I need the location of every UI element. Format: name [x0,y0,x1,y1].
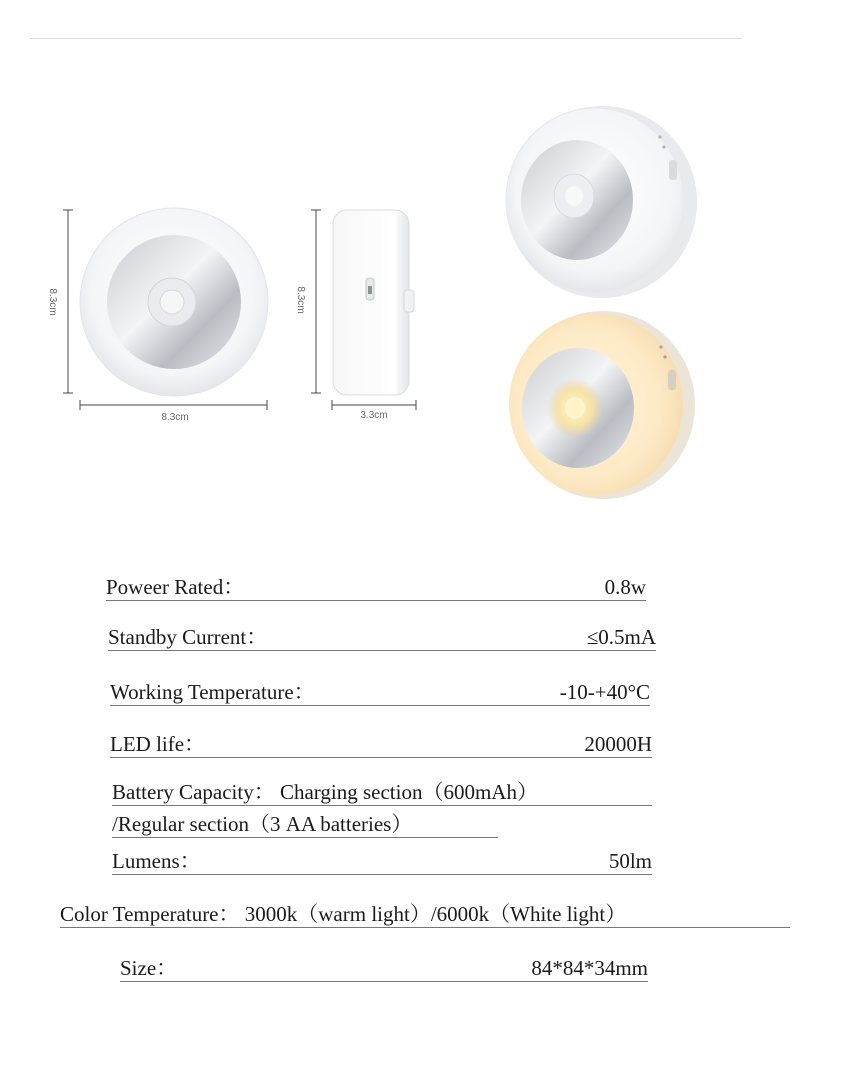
front-height-label: 8.3cm [47,288,58,316]
spec-lumens-row [112,848,652,875]
spec-standby-row [108,624,656,651]
spec-working-temp-label: Working Temperature： [110,680,315,704]
side-height-label: 8.3cm [295,286,306,314]
front-width-dimension [80,400,267,423]
product-illustration [0,0,847,530]
spec-size-value: 84*84*34mm [531,956,648,980]
spec-lumens-label: Lumens： [112,849,201,873]
spec-size-row [120,955,648,982]
spec-battery-line2: /Regular section（3 AA batteries） [112,811,498,838]
front-width-label: 8.3cm [161,412,189,423]
front-height-dimension [47,210,73,393]
spec-color-temp: Color Temperature： 3000k（warm light）/6000k（White light） [60,901,790,928]
white-light-product [506,106,697,298]
spec-working-temp-row [110,679,650,706]
spec-led-life-label: LED life： [110,732,206,756]
side-depth-dimension [332,400,416,421]
spec-led-life-row [110,731,652,758]
spec-lumens-value: 50lm [608,849,652,873]
warm-light-product [509,311,695,499]
spec-size-label: Size： [120,956,178,980]
side-depth-label: 3.3cm [360,410,388,421]
spec-power-label: Poweer Rated： [106,575,245,599]
spec-standby-label: Standby Current： [108,625,268,649]
spec-standby-value: ≤0.5mA [586,625,656,649]
front-view-light [80,208,268,396]
spec-led-life-value: 20000H [584,732,652,756]
side-view-light [333,210,414,395]
spec-power-value: 0.8w [604,575,646,599]
spec-working-temp-value: -10-+40°C [559,680,650,704]
spec-battery-line1: Battery Capacity： Charging section（600mAh） [112,779,652,806]
side-height-dimension [295,210,321,393]
spec-power-row [106,574,646,601]
